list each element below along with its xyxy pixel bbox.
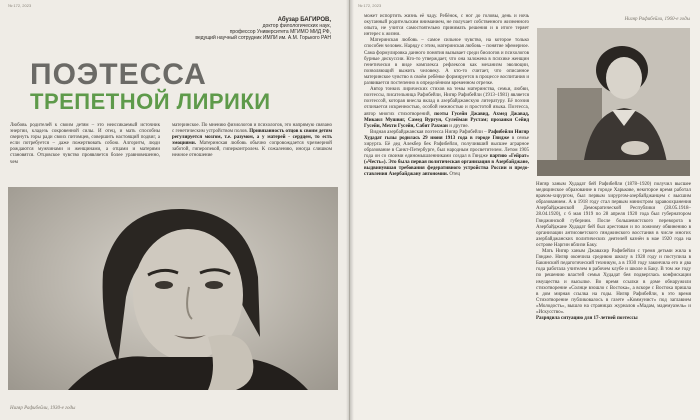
portrait-photo-1930s [8, 187, 338, 390]
paragraph-3-tail: и другие. [447, 123, 469, 129]
right-text-column-2 [536, 182, 691, 322]
paragraph-3-bold: поэты Гусейн Джавид, Ахмед Джавад, Микаил Мушвиг, Самед Вургун, Сулейман Рустам; прозаики Сейид Гусейн, Мехти Гусейн, Сабит Рахман [364, 111, 529, 129]
right-page [350, 0, 700, 420]
intro-col2-bold: Привязанность отцов к своим детям регулируется мозгом, т.е. разумом, а у матерей - сердцем, то есть эмоциями. [172, 129, 332, 147]
caption-right: Нигяр Рафибейли, 1960-е годы [624, 17, 690, 22]
article-title-line1: ПОЭТЕССА [30, 58, 207, 91]
paragraph-7 [536, 316, 691, 322]
paragraph-7-bold: Разрядила ситуацию для 17-летней поэтессы [536, 316, 638, 322]
author-line-1: доктор филологических наук, [262, 23, 331, 29]
page-number-right: № 172, 2023 [358, 3, 382, 8]
author-block [171, 17, 331, 41]
portrait-photo-1960s [537, 28, 690, 176]
paragraph-5: Нигяр ханым Худадат бей Рафибейли (1878–1920) получил высшее медицинское образование в городе Харькове, некоторое время работал врачом-хирургом, был первым хирургом-азербайджанцем с высшим образованием. А в 1918 году стал первым министром здравоохранения Азербайджанской Демократической Республики (28.05.1918–28.04.1920), с 6 мая 1919 по 28 апреля 1920 года был губернатором Гянджинской губернии. После большевистского переворота в Азербайджане Худадат бей был арестован и по ложному обвинению в организации антисоветского гянджинского восстания в числе многих азербайджанских политических деятелей казнён в мае 1920 года на острове Наргин вблизи Баку. [536, 182, 691, 248]
paragraph-4-bold: Рафибейли Нигяр Худадат гызы родилась 29 июня 1913 года в городе Гяндже [364, 129, 529, 141]
intro-column-2 [172, 123, 332, 160]
paragraph-3 [364, 87, 529, 130]
caption-left: Нигяр Рафибейли, 1930-е годы [10, 406, 76, 411]
portrait-illustration [8, 187, 338, 390]
intro-col2-text: материнское. По мнению физиологов и психологов, это напрямую связано с генетическим устройством полов. [172, 123, 332, 135]
article-title-line2: ТРЕПЕТНОЙ ЛИРИКИ [30, 89, 271, 114]
intro-column-1: Любовь родителей к своим детям – это неиссякаемый источник энергии, кладезь сокровенной силы. И отец, и мать способны свернуть горы ради своих питомцев, совершить настоящий подвиг, а если потребуется – даже пожертвовать собою. Алгоритм, люди рождаются мужчинами и женщинами, а отцами и матерями становятся. Отцовское чувство проявляется более уравновешенно, чем [10, 123, 160, 165]
intro-col2-tail: Материнская любовь обычно сопровождается чрезмерной заботой, гиперопекой, гиперконтролем. К сожалению, иногда слишком нежное отношение [172, 141, 332, 159]
paragraph-4-text: Видная азербайджанская поэтесса Нигяр Рафибейли – [370, 129, 489, 135]
paragraph-2: Материнская любовь – самое сильное чувство, на которое только способен человек. Наряду с этим, материнская любовь – понятие эфемерное. Сама формулировка данного понятия вызывает среди биологов и психологов бурные дискуссии. Кто-то утверждает, что она заложена в психике женщин генетически в виде комплекса рефлексов как механизм эволюции, позволяющий выжить человеку. А кто-то считает, что описанное материнское чувство в своём ребёнке формируется в процессе воспитания и развивается постепенно в определённом временном отрезке. [364, 38, 529, 87]
author-line-3: ведущий научный сотрудник ИМЛИ им. А.М. Горького РАН [195, 35, 331, 41]
paragraph-4 [364, 130, 529, 179]
seated-portrait-illustration [537, 28, 690, 176]
page-number-left: № 172, 2023 [8, 3, 32, 8]
author-name: Абузар БАГИРОВ, [277, 17, 331, 23]
paragraph-1: может испортить жизнь её чаду. Ребёнок, с ног до головы, день и ночь окутанный родительским вниманием, не получает собственного жизненного опыта, не учится самостоятельно принимать решения и в итоге теряет интерес к жизни. [364, 14, 529, 38]
right-text-column-1 [364, 14, 529, 179]
author-line-2: профессор Университета МГИМО МИД РФ, [229, 29, 331, 35]
paragraph-3-text: Автор тонких лирических стихов на темы материнства, семьи, любви, поэтессы, писательница Рафибейли, Нигяр Рафибейли (1913–1981) является поэтессой, которая внесла вклад в азербайджанскую литературу. Её поэзия отличается искренностью, особой нежностью и простотой языка. Поэтесса, автор многих стихотворений, [364, 87, 529, 117]
paragraph-6: Мать Нигяр ханым Джавахир Рафибейли с тремя детьми жила в Гяндже. Нигяр окончила среднюю школу в 1928 году и поступила в Бакинский педагогический техникум, а в 1930 году закончила его и два года работала учителем в рабочем клубе и школе в Баку. В том же году по решению властей семья Худадат бея подверглась конфискации имущества и высылке. Во время ссылки в доме обнаружили стихотворение «Солнце взошло с Востока», а вскоре с Востока пришла в дом мирная ссылка на годы. Нигяр Рафибейли, в это время Стихотворение публиковалось в газете «Коммунист» под заглавием «Молодость», вышло на страницах журналов «Мадам, мадемуазель» и «Искусство». [536, 249, 691, 315]
paragraph-4-tail-2: Отец [448, 172, 461, 178]
paragraph-4-tail: в семье хирурга. Её дед Алекбер бек Рафибейли, получивший высшее аграрное образование в Санкт-Петербурге, был народным просветителем. Летом 1905 года он со своими единомышленниками создал в Гяндже [364, 135, 530, 160]
paragraph-4-bold-2: партию «Гейрат» («Честь»). Это была первая политическая организация в Азербайджане, выдвинувшая требования федеративного устройства России и предоставления Азербайджану автономии. [364, 154, 529, 178]
